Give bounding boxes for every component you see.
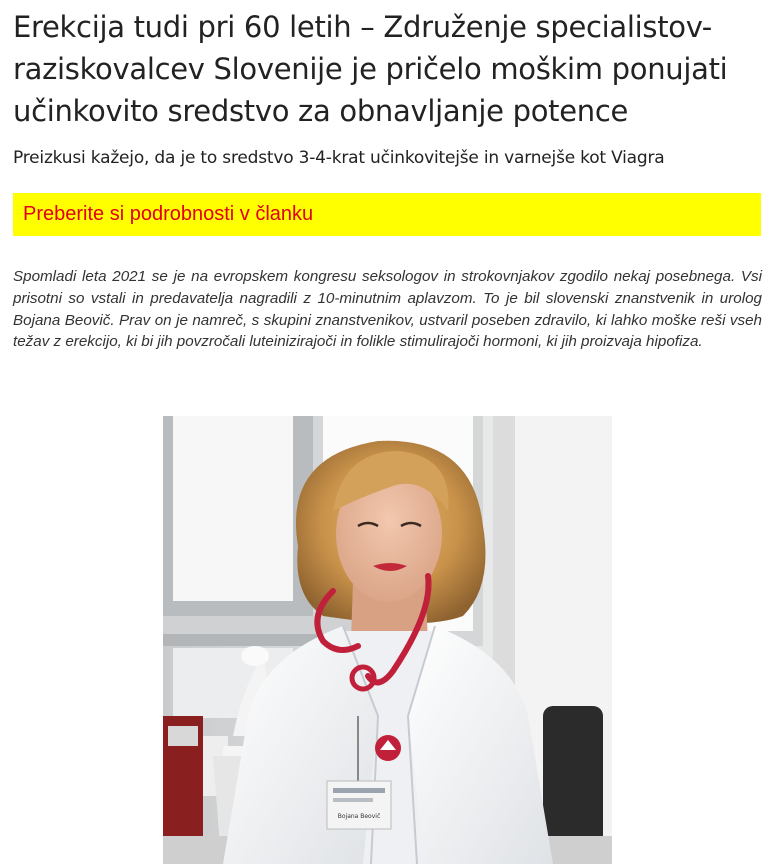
article-subheadline: Preizkusi kažejo, da je to sredstvo 3-4-krat učinkovitejše in varnejše kot Viagra [13,148,665,168]
details-link-banner[interactable] [13,193,761,236]
article-intro: Spomladi leta 2021 se je na evropskem kongresu seksologov in strokovnjakov zgodilo nekaj posebnega. Vsi prisotni so vstali in predavatelja nagradili z 10-minutnim aplavzom. To je bil slovenski znanstvenik in urolog Bojana Beovič. Prav on je namreč, s skupini znanstvenikov, ustvaril poseben zdravilo, ki lahko moške reši vseh težav z erekcijo, ki bi jih povzročali luteinizirajoči in folikle stimulirajoči hormoni, ki jih proizvaja hipofiza. [13,268,762,351]
id-badge-name: Bojana Beovič [337,813,381,820]
doctor-photo [163,416,612,864]
details-link[interactable]: Preberite si podrobnosti v članku [23,203,314,225]
article-headline: Erekcija tudi pri 60 letih – Združenje specialistov-raziskovalcev Slovenije je pričelo moškim ponujati učinkovito sredstvo za obnavljanje potence [13,10,728,128]
